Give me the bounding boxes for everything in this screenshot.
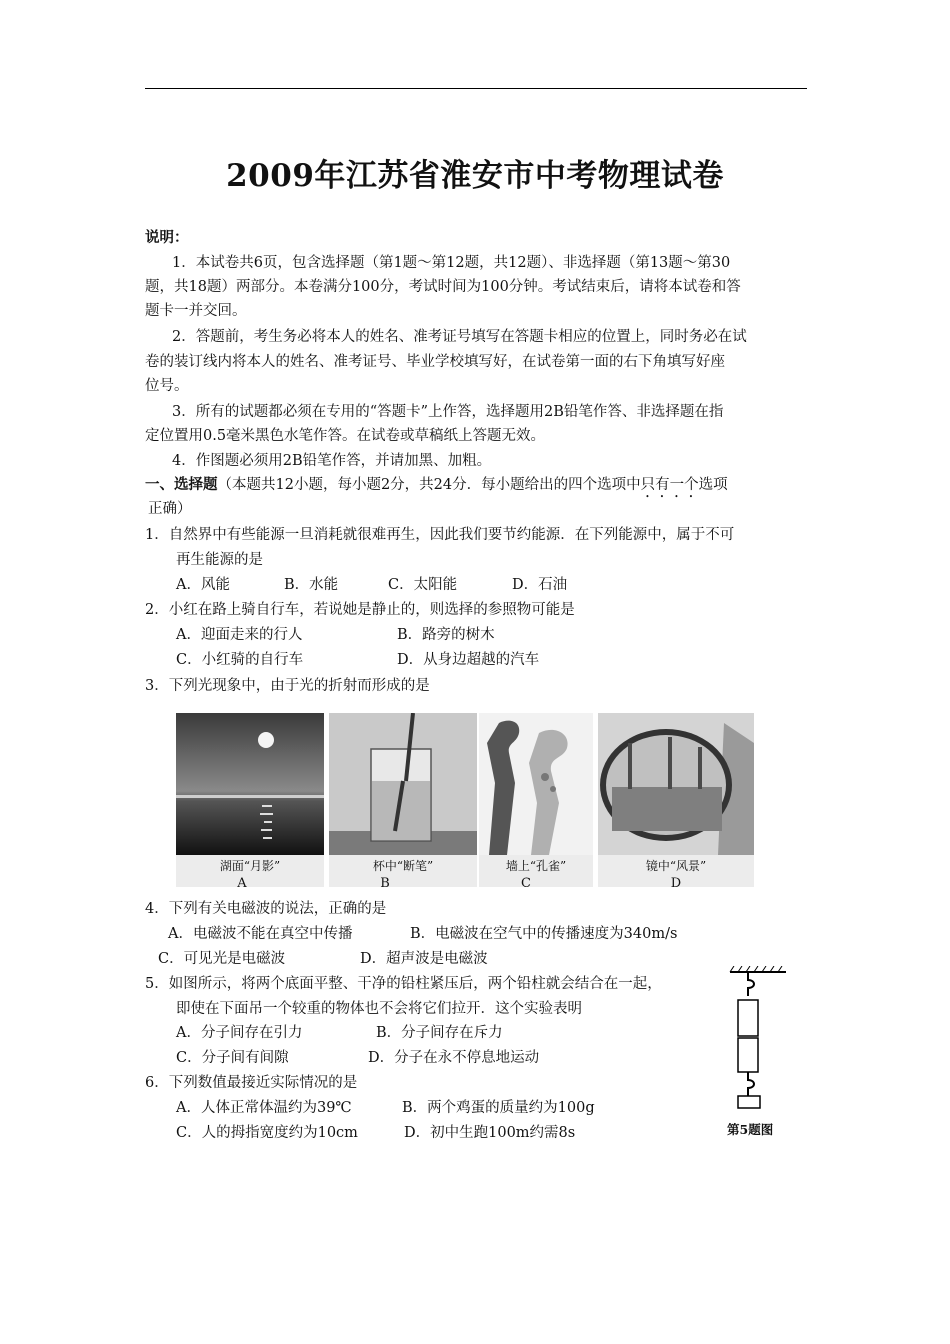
q5-figure-caption: 第5题图 <box>727 1122 774 1137</box>
section-desc-tail: 选项 <box>698 477 728 493</box>
q3-letter-b: B <box>380 876 390 891</box>
q3-letter-d: D <box>670 876 682 891</box>
section-emphasis: 只有一个 <box>640 477 699 493</box>
instruction-line: 2．答题前，考生务必将本人的姓名、准考证号填写在答题卡相应的位置上，同时务必在试 <box>172 329 747 345</box>
instruction-line: 题，共18题）两部分。本卷满分100分，考试时间为100分钟。考试结束后，请将本试卷和答 <box>145 279 741 295</box>
q6-option-b: B．两个鸡蛋的质量约为100g <box>402 1100 595 1116</box>
q6-stem: 6．下列数值最接近实际情况的是 <box>145 1075 358 1091</box>
q1-option-a: A．风能 <box>176 577 230 593</box>
instructions-heading: 说明： <box>145 229 189 246</box>
instruction-line: 4．作图题必须用2B铅笔作答，并请加黑、加粗。 <box>172 453 492 469</box>
section-desc: （本题共12小题，每小题2分，共24分．每小题给出的四个选项中 <box>217 477 641 493</box>
pencil-in-glass-photo <box>329 713 477 855</box>
q3-letter-c: C <box>521 876 531 891</box>
q3-letter-a: A <box>237 876 247 891</box>
instruction-line: 1．本试卷共6页，包含选择题（第1题～第12题，共12题）、非选择题（第13题～第30 <box>172 255 731 271</box>
q5-option-d: D．分子在永不停息地运动 <box>368 1050 540 1066</box>
q2-stem: 2．小红在路上骑自行车，若说她是静止的，则选择的参照物可能是 <box>145 602 575 618</box>
page-title: 2009年江苏省淮安市中考物理试卷 <box>226 158 724 194</box>
q5-option-c: C．分子间有间隙 <box>176 1050 289 1066</box>
q5-stem: 5．如图所示，将两个底面平整、干净的铅柱紧压后，两个铅柱就会结合在一起， <box>145 976 662 992</box>
moon-reflection-photo <box>176 713 324 855</box>
q4-option-c: C．可见光是电磁波 <box>158 951 286 967</box>
section-heading <box>145 475 728 501</box>
q2-option-c: C．小红骑的自行车 <box>176 652 304 668</box>
section-label: 一、选择题 <box>145 476 218 493</box>
q6-option-c: C．人的拇指宽度约为10cm <box>176 1125 358 1141</box>
instruction-line: 位号。 <box>145 378 189 394</box>
q4-stem: 4．下列有关电磁波的说法，正确的是 <box>145 901 387 917</box>
section-desc-line2: 正确） <box>148 501 192 517</box>
q3-caption-c: 墙上“孔雀” <box>505 859 567 873</box>
car-mirror-photo <box>598 713 754 855</box>
q3-stem: 3．下列光现象中，由于光的折射而形成的是 <box>145 678 430 694</box>
q1-option-c: C．太阳能 <box>388 577 458 593</box>
q5-option-a: A．分子间存在引力 <box>176 1025 303 1041</box>
q5-option-b: B．分子间存在斥力 <box>376 1025 503 1041</box>
q5-stem-cont: 即使在下面吊一个较重的物体也不会将它们拉开．这个实验表明 <box>176 1001 582 1017</box>
instruction-line: 题卡一并交回。 <box>145 303 247 319</box>
q6-option-d: D．初中生跑100m约需8s <box>404 1125 576 1141</box>
q3-caption-b: 杯中“断笔” <box>372 859 434 873</box>
hand-shadow-photo <box>479 713 593 855</box>
q2-option-d: D．从身边超越的汽车 <box>397 652 540 668</box>
instruction-line: 卷的装订线内将本人的姓名、准考证号、毕业学校填写好，在试卷第一面的右下角填写好座 <box>145 354 725 370</box>
q3-caption-d: 镜中“风景” <box>645 859 707 873</box>
header-rule <box>145 88 807 89</box>
q1-option-d: D．石油 <box>512 577 568 593</box>
q4-option-a: A．电磁波不能在真空中传播 <box>168 926 353 942</box>
q4-option-d: D．超声波是电磁波 <box>360 951 488 967</box>
q2-option-b: B．路旁的树木 <box>397 627 495 643</box>
instruction-line: 定位置用0.5毫米黑色水笔作答。在试卷或草稿纸上答题无效。 <box>145 428 546 444</box>
q1-option-b: B．水能 <box>284 577 339 593</box>
lead-cylinders-diagram <box>726 966 790 1116</box>
q4-option-b: B．电磁波在空气中的传播速度为340m/s <box>410 926 678 942</box>
instruction-line: 3．所有的试题都必须在专用的“答题卡”上作答，选择题用2B铅笔作答、非选择题在指 <box>172 404 724 420</box>
q6-option-a: A．人体正常体温约为39℃ <box>176 1100 352 1116</box>
q1-stem: 1．自然界中有些能源一旦消耗就很难再生，因此我们要节约能源．在下列能源中，属于不可 <box>145 527 735 543</box>
q1-stem-cont: 再生能源的是 <box>176 552 263 568</box>
q2-option-a: A．迎面走来的行人 <box>176 627 303 643</box>
q3-caption-a: 湖面“月影” <box>219 859 281 873</box>
